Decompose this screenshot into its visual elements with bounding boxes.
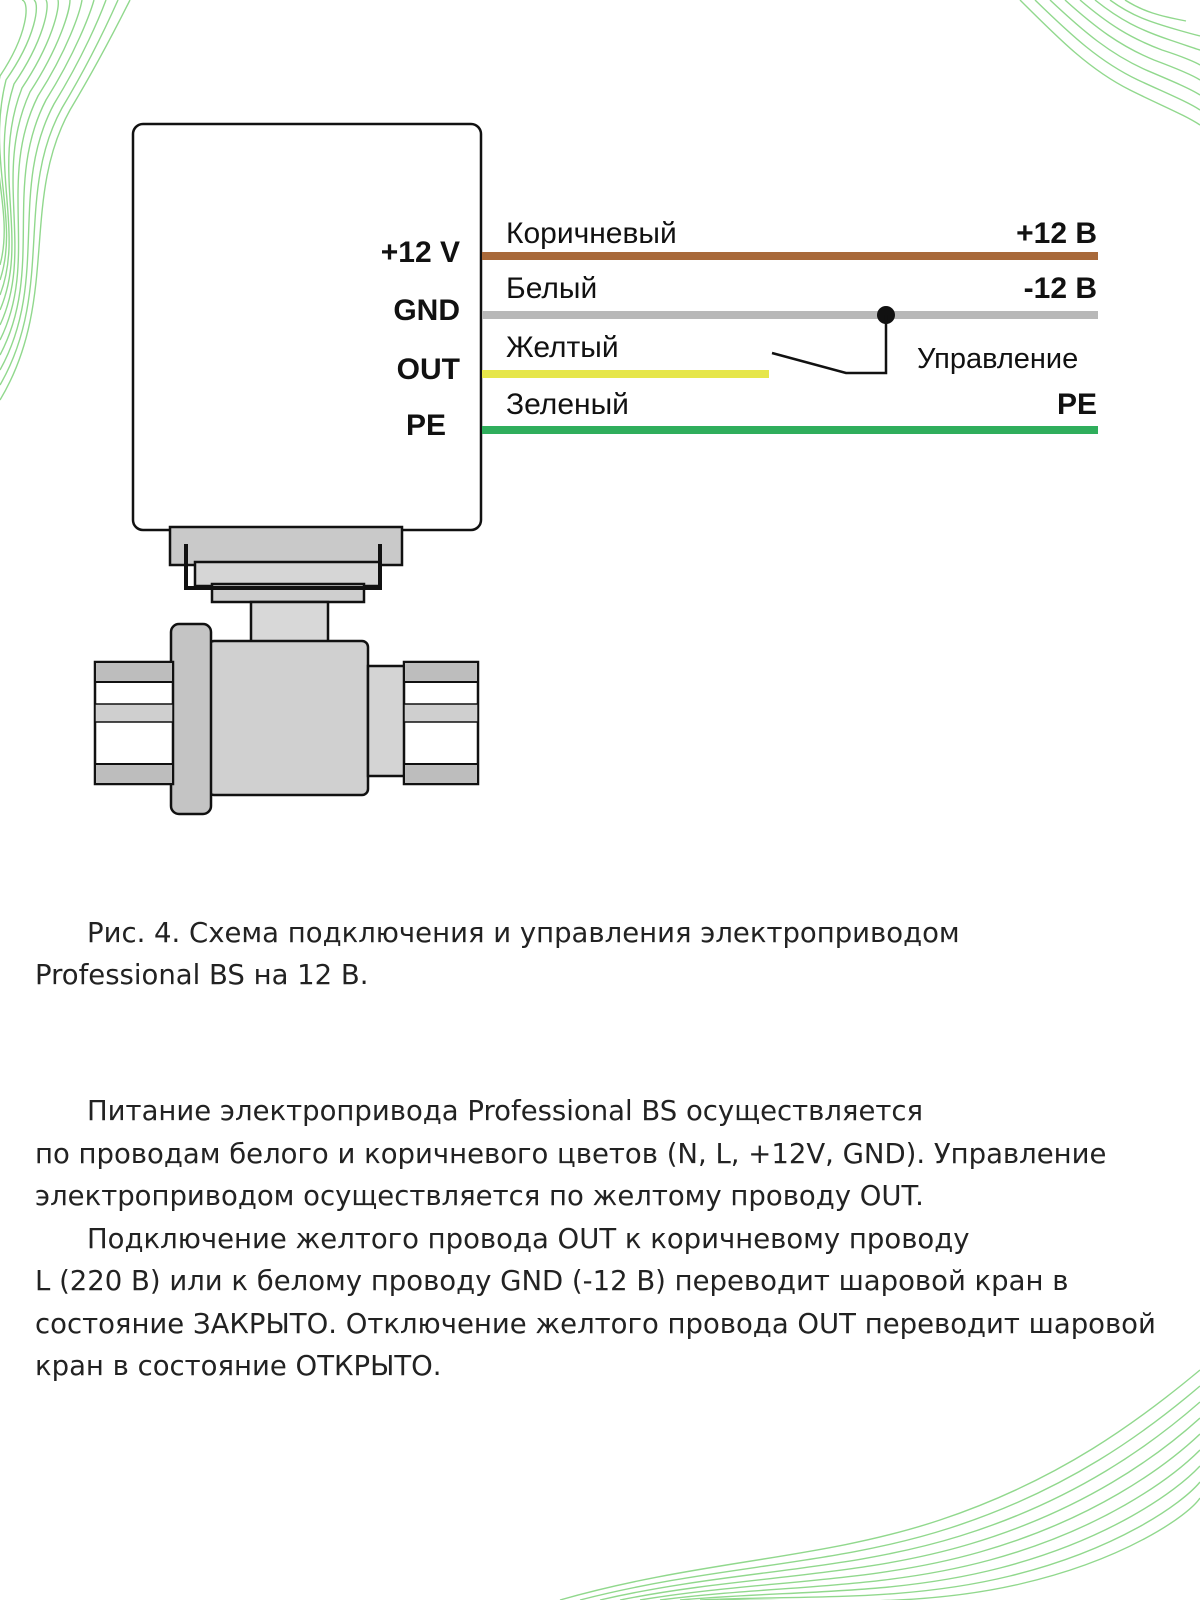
pin-label-12v: +12 V	[380, 236, 460, 269]
paragraph-1-first-line: Питание электропривода Professional BS осуществляется	[87, 1095, 924, 1127]
paragraph-2	[35, 1218, 1165, 1388]
paragraph-2-first-line: Подключение желтого провода OUT к коричневому проводу	[87, 1222, 970, 1255]
wire-value-white: -12 В	[1023, 272, 1097, 305]
wire-label-brown: Коричневый	[506, 217, 677, 250]
wire-value-brown: +12 В	[1016, 217, 1097, 250]
pin-label-out: OUT	[396, 353, 460, 386]
body-text	[35, 1090, 1165, 1388]
paragraph-2-rest: L (220 В) или к белому проводу GND (-12 В) переводит шаровой кран в состояние ЗАКРЫТО. Отключение желтого провода OUT переводит шаровой кран в состояние ОТКРЫТО.	[35, 1265, 1156, 1382]
wire-label-white: Белый	[506, 272, 598, 305]
pin-label-pe: PE	[405, 409, 446, 442]
valve-body	[208, 641, 368, 795]
control-switch	[772, 315, 886, 373]
union-nut	[171, 624, 211, 814]
actuator-flange	[170, 527, 402, 565]
figure-caption	[35, 912, 1155, 996]
pin-label-gnd: GND	[393, 294, 460, 327]
caption-line-2: Professional BS на 12 В.	[35, 959, 369, 991]
paragraph-1	[35, 1090, 1165, 1218]
caption-line-1: Рис. 4. Схема подключения и управления электроприводом	[87, 917, 960, 949]
wire-label-yellow: Желтый	[506, 331, 619, 364]
wire-label-green: Зеленый	[506, 388, 629, 421]
wire-value-green: PE	[1056, 388, 1097, 421]
control-label: Управление	[917, 343, 1079, 375]
valve-stem	[251, 602, 328, 642]
paragraph-1-rest: по проводам белого и коричневого цветов (N, L, +12V, GND). Управление электроприводом осуществляется по желтому проводу OUT.	[35, 1137, 1107, 1212]
